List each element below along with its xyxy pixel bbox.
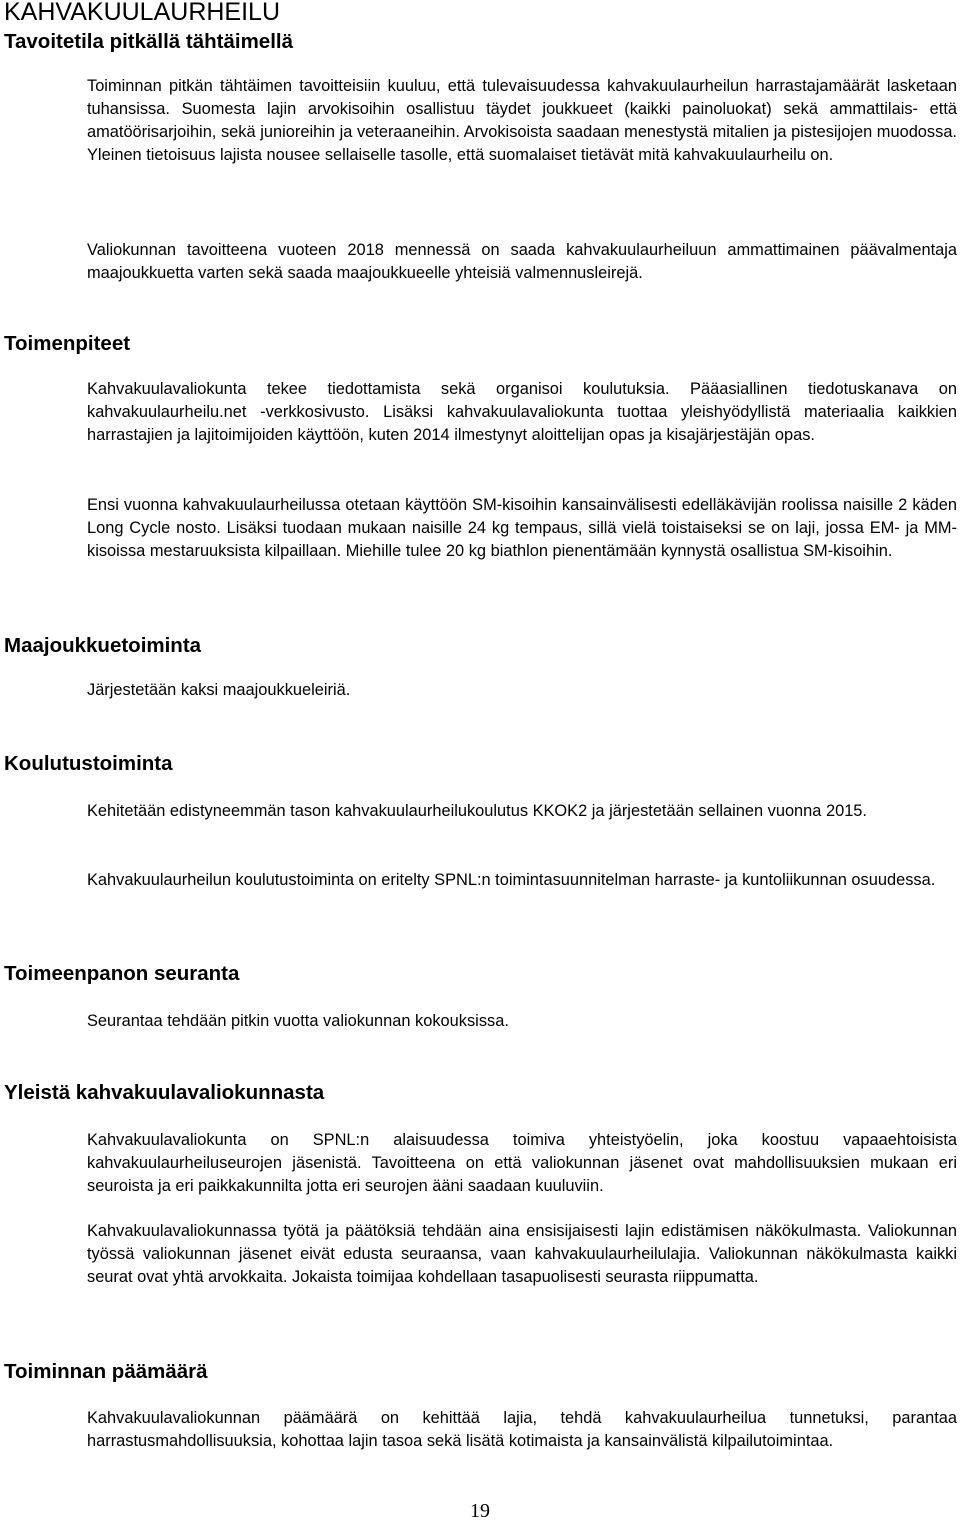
paragraph: Kahvakuulavaliokunta tekee tiedottamista sekä organisoi koulutuksia. Pääasiallinen tiedotuskanava on kahvakuulaurheilu.net -verkkosivusto. Lisäksi kahvakuulavaliokunta tuottaa yleishyödyllistä materiaalia kaikkien harrastajien ja lajitoimijoiden käyttöön, kuten 2014 ilmestynyt aloittelijan opas ja kisajärjestäjän opas. [87,380,957,444]
section-heading-tavoitetila: Tavoitetila pitkällä tähtäimellä [4,30,293,53]
paragraph: Kahvakuulavaliokunnassa työtä ja päätöksiä tehdään aina ensisijaisesti lajin edistämisen näkökulmasta. Valiokunnan työssä valiokunnan jäsenet eivät edusta seuraansa, vaan kahvakuulaurheilulajia. Valiokunnan näkökulmasta kaikki seurat ovat yhtä arvokkaita. Jokaista toimijaa kohdellaan tasapuolisesti seurasta riippumatta. [87,1222,957,1286]
section-heading-yleista: Yleistä kahvakuulavaliokunnasta [4,1081,325,1104]
document-title: KAHVAKUULAURHEILU [4,0,281,26]
page-number: 19 [470,1500,490,1522]
paragraph: Toiminnan pitkän tähtäimen tavoitteisiin kuuluu, että tulevaisuudessa kahvakuulaurheilun harrastajamäärät lasketaan tuhansissa. Suomesta lajin arvokisoihin osallistuu täydet joukkueet (kaikki painoluokat) sekä ammattilais- että amatöörisarjoihin, sekä junioreihin ja veteraaneihin. Arvokisoista saadaan menestystä mitalien ja pistesijojen muodossa. Yleinen tietoisuus lajista nousee sellaiselle tasolle, että suomalaiset tietävät mitä kahvakuulaurheilu on. [87,77,957,164]
paragraph: Seurantaa tehdään pitkin vuotta valiokunnan kokouksissa. [87,1012,509,1030]
paragraph: Kahvakuulavaliokunnan päämäärä on kehittää lajia, tehdä kahvakuulaurheilua tunnetuksi, parantaa harrastusmahdollisuuksia, kohottaa lajin tasoa sekä lisätä kotimaista ja kansainvälistä kilpailutoimintaa. [87,1409,957,1450]
paragraph: Kahvakuulavaliokunta on SPNL:n alaisuudessa toimiva yhteistyöelin, joka koostuu vapaaehtoisista kahvakuulaurheiluseurojen jäsenistä. Tavoitteena on että valiokunnan jäsenet ovat mahdollisuuksien mukaan eri seuroista ja eri paikkakunnilta jotta eri seurojen ääni saadaan kuuluviin. [87,1131,957,1195]
paragraph: Järjestetään kaksi maajoukkueleiriä. [87,681,351,699]
section-heading-koulutustoiminta: Koulutustoiminta [4,752,173,775]
paragraph: Ensi vuonna kahvakuulaurheilussa otetaan käyttöön SM-kisoihin kansainvälisesti edelläkävijän roolissa naisille 2 käden Long Cycle nosto. Lisäksi tuodaan mukaan naisille 24 kg tempaus, sillä vielä toistaiseksi se on laji, jossa EM- ja MM-kisoissa mestaruuksista kilpaillaan. Miehille tulee 20 kg biathlon pienentämään kynnystä osallistua SM-kisoihin. [87,496,957,560]
section-heading-toimenpiteet: Toimenpiteet [4,332,131,355]
paragraph: Kehitetään edistyneemmän tason kahvakuulaurheilukoulutus KKOK2 ja järjestetään sellainen vuonna 2015. [87,802,867,820]
paragraph: Kahvakuulaurheilun koulutustoiminta on eritelty SPNL:n toimintasuunnitelman harraste- ja kuntoliikunnan osuudessa. [87,871,936,889]
section-heading-maajoukkuetoiminta: Maajoukkuetoiminta [4,634,202,657]
paragraph: Valiokunnan tavoitteena vuoteen 2018 mennessä on saada kahvakuulaurheiluun ammattimainen päävalmentaja maajoukkuetta varten sekä saada maajoukkueelle yhteisiä valmennusleirejä. [87,241,957,282]
section-heading-toiminnan-paamaara: Toiminnan päämäärä [4,1360,208,1383]
section-heading-toimeenpanon-seuranta: Toimeenpanon seuranta [4,962,240,985]
